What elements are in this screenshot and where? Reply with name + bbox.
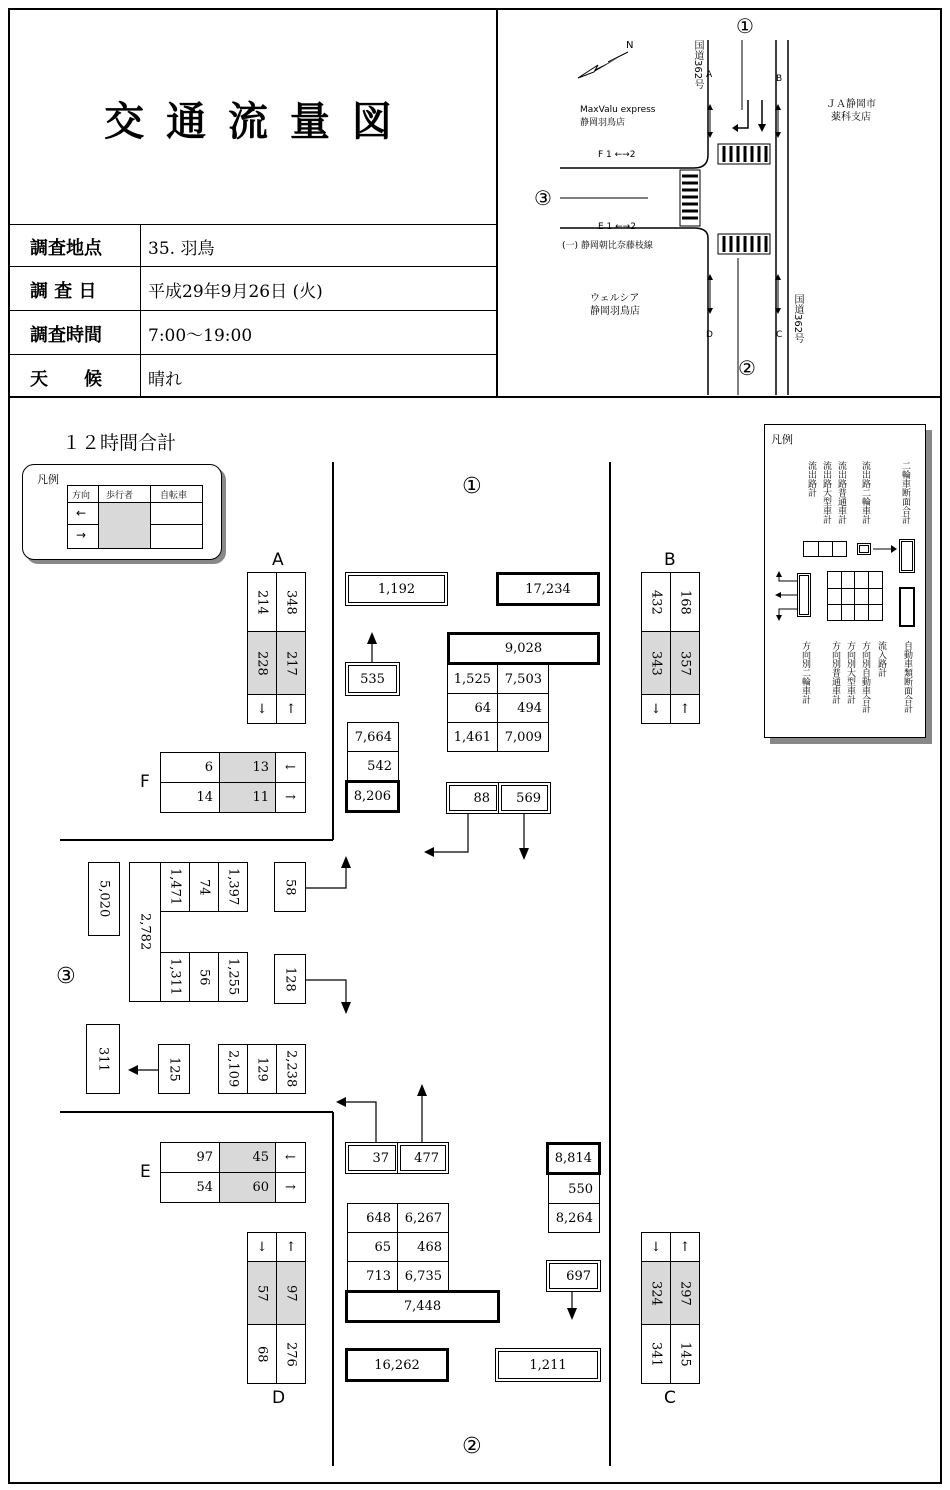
- label-c: C: [664, 1388, 676, 1408]
- big-legend-title: 凡例: [771, 433, 793, 446]
- map-road-west: (一) 静岡朝比奈藤枝線: [562, 241, 653, 251]
- north-bike-left: 88: [446, 782, 500, 814]
- section-title: １２時間合計: [62, 432, 177, 454]
- big-legend: 凡例 流出路計 流出路大型車計 流出路普通車計 流出路二輪車計 二輪車断面合計 方向別二輪車計 方向別普通車計 方向別大型車計 方向別自動車合計 流入路計 自動車類断面合計: [764, 424, 926, 738]
- north-bike-right: 535: [345, 662, 400, 696]
- south-out-large: 550: [548, 1174, 600, 1204]
- map-lane-e: E 1 ←→2: [598, 222, 636, 232]
- label-f: F: [140, 772, 150, 792]
- west-inflow: 2,782: [129, 862, 161, 1002]
- west-bike-right: 128: [274, 954, 306, 1004]
- approach-2-marker: ②: [462, 1434, 482, 1459]
- approach-3-marker: ③: [56, 964, 76, 989]
- north-out-total: 8,206: [345, 780, 400, 813]
- small-legend-r1: ←: [76, 506, 87, 520]
- map-store-ne: ＪＡ静岡市 薬科支店: [826, 99, 876, 123]
- map-lane-f: F 1 ←→2: [598, 150, 636, 160]
- small-legend-h-ped: 歩行者: [106, 491, 134, 501]
- map-label-d: D: [706, 330, 713, 340]
- map-label-b: B: [776, 74, 783, 84]
- map-store-sw: ウェルシア 静岡羽鳥店: [590, 293, 640, 317]
- south-bike-out: 697: [546, 1260, 601, 1292]
- label-d: D: [272, 1388, 286, 1408]
- approach-1-marker: ①: [462, 474, 482, 499]
- south-bike-straight: 477: [397, 1142, 449, 1174]
- map-label-a: A: [706, 70, 713, 80]
- west-bike-out: 125: [158, 1044, 190, 1094]
- date-value: 平成29年9月26日 (火): [148, 282, 323, 302]
- west-bike-left: 58: [274, 862, 306, 912]
- north-out-std: 7,664: [347, 722, 399, 752]
- label-a: A: [272, 550, 284, 570]
- south-inflow: 7,448: [345, 1290, 500, 1323]
- location-value: 35. 羽鳥: [148, 239, 215, 259]
- small-legend-h-dir: 方向: [72, 491, 91, 501]
- svg-text:N: N: [626, 40, 634, 51]
- map-marker-1: ①: [736, 14, 754, 38]
- west-bike-section: 311: [86, 1024, 120, 1094]
- date-label: 調 査 日: [30, 281, 97, 302]
- label-e: E: [140, 1162, 151, 1182]
- map-store-nw: MaxValu express 静岡羽鳥店: [580, 105, 656, 128]
- south-out-total: 8,814: [546, 1142, 601, 1175]
- map-route-bottom: 国道362号: [792, 294, 803, 344]
- north-inflow: 9,028: [447, 632, 600, 665]
- small-legend-title: 凡例: [37, 473, 59, 486]
- small-legend-h-bike: 自転車: [160, 491, 188, 501]
- small-legend-r2: →: [76, 528, 87, 542]
- north-bike-straight: 569: [498, 782, 551, 814]
- map-label-c: C: [776, 330, 783, 340]
- south-bike-left: 37: [345, 1142, 399, 1174]
- north-out-large: 542: [347, 751, 399, 781]
- map-marker-2: ②: [738, 356, 756, 380]
- location-label: 調査地点: [30, 238, 102, 259]
- north-section-total: 17,234: [496, 572, 600, 606]
- map-marker-3: ③: [534, 186, 552, 210]
- time-label: 調査時間: [30, 325, 102, 346]
- south-section-total: 16,262: [345, 1348, 449, 1382]
- north-bike-section: 1,192: [345, 572, 448, 606]
- time-value: 7:00～19:00: [148, 326, 253, 346]
- south-out-std: 8,264: [548, 1203, 600, 1233]
- west-section-total: 5,020: [88, 862, 120, 936]
- weather-value: 晴れ: [148, 370, 182, 390]
- weather-label: 天 候: [30, 369, 102, 390]
- page-title: 交 通 流 量 図: [104, 98, 396, 145]
- map-route-top: 国道362号: [692, 40, 703, 90]
- label-b: B: [664, 550, 676, 570]
- south-bike-section: 1,211: [495, 1348, 601, 1382]
